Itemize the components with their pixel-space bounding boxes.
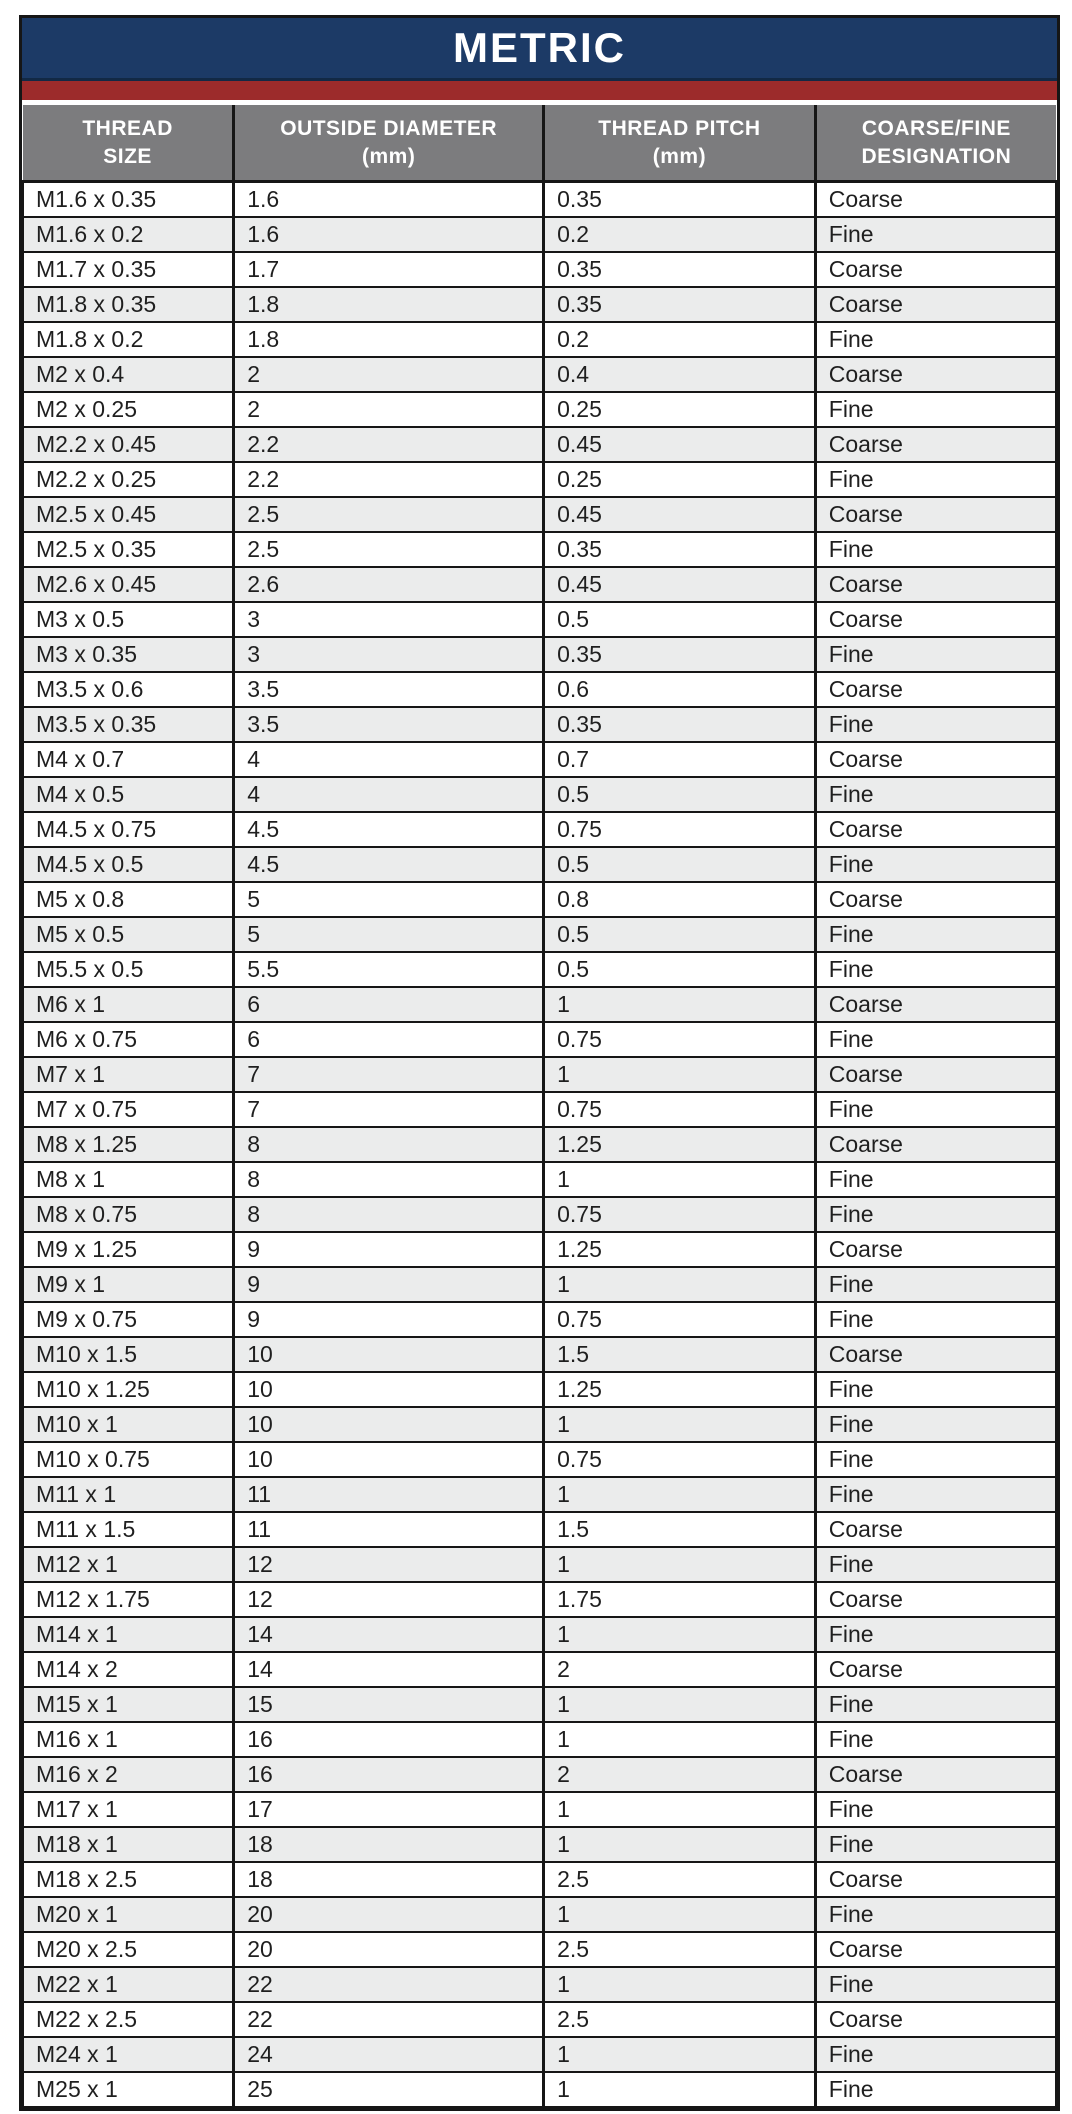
- cell-thread-pitch: 0.5: [544, 952, 816, 987]
- cell-designation: Fine: [815, 1477, 1056, 1512]
- cell-thread-pitch: 0.35: [544, 182, 816, 218]
- cell-thread-pitch: 1: [544, 1267, 816, 1302]
- cell-thread-size: M2 x 0.25: [23, 392, 234, 427]
- table-row: [23, 217, 1056, 252]
- table-row: [23, 252, 1056, 287]
- header-row: [23, 105, 1056, 182]
- cell-outside-diameter: 16: [234, 1757, 544, 1792]
- cell-thread-size: M6 x 0.75: [23, 1022, 234, 1057]
- table-row: [23, 917, 1056, 952]
- cell-thread-pitch: 1: [544, 1792, 816, 1827]
- cell-thread-size: M14 x 2: [23, 1652, 234, 1687]
- cell-designation: Coarse: [815, 987, 1056, 1022]
- cell-thread-pitch: 1: [544, 1897, 816, 1932]
- cell-designation: Fine: [815, 1442, 1056, 1477]
- table-row: [23, 1547, 1056, 1582]
- cell-outside-diameter: 5: [234, 882, 544, 917]
- cell-outside-diameter: 20: [234, 1897, 544, 1932]
- cell-thread-pitch: 2.5: [544, 1932, 816, 1967]
- cell-thread-pitch: 1.25: [544, 1372, 816, 1407]
- cell-designation: Coarse: [815, 567, 1056, 602]
- cell-thread-size: M8 x 1: [23, 1162, 234, 1197]
- cell-designation: Coarse: [815, 882, 1056, 917]
- cell-designation: Coarse: [815, 742, 1056, 777]
- cell-thread-size: M22 x 2.5: [23, 2002, 234, 2037]
- cell-outside-diameter: 4.5: [234, 812, 544, 847]
- cell-outside-diameter: 12: [234, 1547, 544, 1582]
- table-row: [23, 1582, 1056, 1617]
- cell-thread-pitch: 1.25: [544, 1232, 816, 1267]
- thread-size-table: [22, 105, 1057, 2108]
- cell-designation: Coarse: [815, 602, 1056, 637]
- cell-designation: Fine: [815, 1302, 1056, 1337]
- cell-thread-size: M4.5 x 0.5: [23, 847, 234, 882]
- cell-designation: Fine: [815, 1617, 1056, 1652]
- cell-designation: Fine: [815, 952, 1056, 987]
- page-title: METRIC: [453, 24, 626, 71]
- cell-thread-pitch: 1: [544, 1827, 816, 1862]
- cell-thread-pitch: 0.75: [544, 1442, 816, 1477]
- cell-designation: Fine: [815, 1162, 1056, 1197]
- cell-designation: Fine: [815, 707, 1056, 742]
- table-row: [23, 2072, 1056, 2107]
- cell-thread-pitch: 0.5: [544, 777, 816, 812]
- cell-thread-pitch: 0.8: [544, 882, 816, 917]
- cell-thread-size: M9 x 0.75: [23, 1302, 234, 1337]
- cell-designation: Fine: [815, 1792, 1056, 1827]
- cell-outside-diameter: 1.6: [234, 217, 544, 252]
- cell-outside-diameter: 2.5: [234, 497, 544, 532]
- cell-outside-diameter: 8: [234, 1127, 544, 1162]
- table-row: [23, 847, 1056, 882]
- cell-outside-diameter: 15: [234, 1687, 544, 1722]
- table-row: [23, 707, 1056, 742]
- cell-designation: Coarse: [815, 497, 1056, 532]
- cell-thread-pitch: 0.45: [544, 567, 816, 602]
- cell-thread-pitch: 0.4: [544, 357, 816, 392]
- table-row: [23, 1302, 1056, 1337]
- cell-thread-pitch: 1: [544, 1057, 816, 1092]
- col-header-outside-diameter: [234, 105, 544, 182]
- cell-designation: Coarse: [815, 1582, 1056, 1617]
- cell-thread-pitch: 0.5: [544, 917, 816, 952]
- table-row: [23, 1617, 1056, 1652]
- cell-thread-size: M20 x 2.5: [23, 1932, 234, 1967]
- cell-designation: Fine: [815, 1897, 1056, 1932]
- cell-thread-size: M10 x 1: [23, 1407, 234, 1442]
- cell-designation: Fine: [815, 217, 1056, 252]
- cell-thread-pitch: 1: [544, 1617, 816, 1652]
- cell-thread-size: M3 x 0.5: [23, 602, 234, 637]
- cell-thread-pitch: 0.25: [544, 392, 816, 427]
- table-row: [23, 567, 1056, 602]
- cell-thread-pitch: 1: [544, 1547, 816, 1582]
- cell-thread-size: M15 x 1: [23, 1687, 234, 1722]
- table-row: [23, 637, 1056, 672]
- cell-thread-size: M3 x 0.35: [23, 637, 234, 672]
- cell-designation: Fine: [815, 1967, 1056, 2002]
- cell-outside-diameter: 4: [234, 742, 544, 777]
- cell-thread-size: M22 x 1: [23, 1967, 234, 2002]
- table-row: [23, 1232, 1056, 1267]
- header-line: THREAD: [82, 116, 173, 140]
- table-row: [23, 1512, 1056, 1547]
- col-header-designation: [815, 105, 1056, 182]
- cell-outside-diameter: 6: [234, 987, 544, 1022]
- cell-thread-pitch: 0.35: [544, 252, 816, 287]
- table-row: [23, 1022, 1056, 1057]
- cell-outside-diameter: 10: [234, 1372, 544, 1407]
- cell-thread-pitch: 0.75: [544, 1092, 816, 1127]
- cell-designation: Fine: [815, 392, 1056, 427]
- table-frame: [19, 15, 1060, 2111]
- cell-thread-pitch: 0.75: [544, 812, 816, 847]
- cell-designation: Coarse: [815, 1862, 1056, 1897]
- table-body: [23, 182, 1056, 2108]
- cell-thread-pitch: 0.7: [544, 742, 816, 777]
- table-row: [23, 1792, 1056, 1827]
- cell-outside-diameter: 10: [234, 1337, 544, 1372]
- cell-designation: Coarse: [815, 1057, 1056, 1092]
- table-row: [23, 357, 1056, 392]
- cell-outside-diameter: 10: [234, 1407, 544, 1442]
- table-row: [23, 1407, 1056, 1442]
- table-row: [23, 1162, 1056, 1197]
- table-row: [23, 322, 1056, 357]
- cell-thread-pitch: 2.5: [544, 1862, 816, 1897]
- header-line: THREAD PITCH: [598, 116, 761, 140]
- table-row: [23, 952, 1056, 987]
- cell-outside-diameter: 2.5: [234, 532, 544, 567]
- cell-thread-pitch: 0.6: [544, 672, 816, 707]
- cell-thread-size: M1.6 x 0.35: [23, 182, 234, 218]
- cell-thread-size: M11 x 1: [23, 1477, 234, 1512]
- cell-outside-diameter: 3: [234, 602, 544, 637]
- table-row: [23, 1267, 1056, 1302]
- cell-thread-pitch: 1: [544, 1967, 816, 2002]
- cell-designation: Coarse: [815, 1337, 1056, 1372]
- cell-outside-diameter: 2.2: [234, 427, 544, 462]
- cell-designation: Coarse: [815, 2002, 1056, 2037]
- cell-outside-diameter: 11: [234, 1477, 544, 1512]
- cell-designation: Fine: [815, 917, 1056, 952]
- cell-designation: Coarse: [815, 672, 1056, 707]
- table-row: [23, 1477, 1056, 1512]
- col-header-thread-size: [23, 105, 234, 182]
- cell-designation: Coarse: [815, 1932, 1056, 1967]
- cell-outside-diameter: 1.8: [234, 287, 544, 322]
- cell-thread-size: M10 x 0.75: [23, 1442, 234, 1477]
- cell-outside-diameter: 12: [234, 1582, 544, 1617]
- cell-outside-diameter: 3.5: [234, 672, 544, 707]
- cell-thread-size: M1.8 x 0.35: [23, 287, 234, 322]
- cell-designation: Coarse: [815, 812, 1056, 847]
- cell-thread-size: M3.5 x 0.6: [23, 672, 234, 707]
- cell-thread-pitch: 1.75: [544, 1582, 816, 1617]
- cell-thread-pitch: 0.35: [544, 637, 816, 672]
- cell-outside-diameter: 2.6: [234, 567, 544, 602]
- cell-thread-pitch: 0.75: [544, 1197, 816, 1232]
- cell-designation: Coarse: [815, 182, 1056, 218]
- cell-thread-pitch: 1: [544, 1477, 816, 1512]
- cell-outside-diameter: 22: [234, 1967, 544, 2002]
- cell-outside-diameter: 9: [234, 1232, 544, 1267]
- table-row: [23, 1722, 1056, 1757]
- cell-thread-pitch: 0.35: [544, 707, 816, 742]
- cell-designation: Fine: [815, 462, 1056, 497]
- table-row: [23, 1092, 1056, 1127]
- cell-outside-diameter: 22: [234, 2002, 544, 2037]
- cell-thread-pitch: 0.25: [544, 462, 816, 497]
- table-row: [23, 1967, 1056, 2002]
- cell-thread-size: M24 x 1: [23, 2037, 234, 2072]
- header-line: SIZE: [103, 144, 152, 168]
- cell-thread-pitch: 1.5: [544, 1337, 816, 1372]
- cell-thread-size: M3.5 x 0.35: [23, 707, 234, 742]
- header-line: OUTSIDE DIAMETER: [280, 116, 498, 140]
- table-row: [23, 497, 1056, 532]
- cell-designation: Fine: [815, 1687, 1056, 1722]
- cell-thread-size: M2.5 x 0.45: [23, 497, 234, 532]
- cell-thread-size: M8 x 1.25: [23, 1127, 234, 1162]
- table-row: [23, 812, 1056, 847]
- cell-designation: Fine: [815, 1827, 1056, 1862]
- cell-thread-size: M4 x 0.5: [23, 777, 234, 812]
- table-row: [23, 462, 1056, 497]
- cell-thread-size: M2.6 x 0.45: [23, 567, 234, 602]
- cell-thread-pitch: 0.35: [544, 287, 816, 322]
- cell-thread-size: M9 x 1.25: [23, 1232, 234, 1267]
- table-row: [23, 1197, 1056, 1232]
- table-row: [23, 1372, 1056, 1407]
- table-row: [23, 1897, 1056, 1932]
- table-row: [23, 882, 1056, 917]
- table-row: [23, 427, 1056, 462]
- cell-thread-size: M2.5 x 0.35: [23, 532, 234, 567]
- cell-outside-diameter: 5: [234, 917, 544, 952]
- cell-designation: Fine: [815, 1197, 1056, 1232]
- table-row: [23, 777, 1056, 812]
- cell-designation: Coarse: [815, 1757, 1056, 1792]
- cell-thread-size: M5.5 x 0.5: [23, 952, 234, 987]
- table-row: [23, 2002, 1056, 2037]
- cell-outside-diameter: 8: [234, 1162, 544, 1197]
- cell-outside-diameter: 7: [234, 1092, 544, 1127]
- cell-outside-diameter: 10: [234, 1442, 544, 1477]
- cell-outside-diameter: 25: [234, 2072, 544, 2107]
- table-row: [23, 672, 1056, 707]
- table-row: [23, 182, 1056, 218]
- cell-thread-pitch: 0.2: [544, 217, 816, 252]
- cell-designation: Coarse: [815, 427, 1056, 462]
- cell-thread-size: M16 x 1: [23, 1722, 234, 1757]
- cell-thread-size: M2.2 x 0.45: [23, 427, 234, 462]
- cell-outside-diameter: 20: [234, 1932, 544, 1967]
- cell-thread-size: M4.5 x 0.75: [23, 812, 234, 847]
- table-row: [23, 1827, 1056, 1862]
- cell-designation: Coarse: [815, 252, 1056, 287]
- cell-outside-diameter: 2: [234, 357, 544, 392]
- cell-thread-size: M10 x 1.5: [23, 1337, 234, 1372]
- cell-designation: Fine: [815, 2037, 1056, 2072]
- cell-thread-size: M11 x 1.5: [23, 1512, 234, 1547]
- cell-outside-diameter: 3.5: [234, 707, 544, 742]
- cell-thread-pitch: 0.35: [544, 532, 816, 567]
- header-line: COARSE/FINE: [861, 116, 1011, 140]
- cell-thread-size: M16 x 2: [23, 1757, 234, 1792]
- cell-outside-diameter: 14: [234, 1652, 544, 1687]
- cell-outside-diameter: 1.6: [234, 182, 544, 218]
- cell-thread-size: M1.6 x 0.2: [23, 217, 234, 252]
- cell-thread-size: M12 x 1.75: [23, 1582, 234, 1617]
- table-row: [23, 1757, 1056, 1792]
- cell-thread-pitch: 2: [544, 1652, 816, 1687]
- cell-thread-pitch: 2: [544, 1757, 816, 1792]
- cell-designation: Fine: [815, 1267, 1056, 1302]
- cell-thread-pitch: 1: [544, 2037, 816, 2072]
- cell-thread-size: M18 x 2.5: [23, 1862, 234, 1897]
- cell-outside-diameter: 2.2: [234, 462, 544, 497]
- cell-designation: Fine: [815, 1092, 1056, 1127]
- cell-thread-size: M2.2 x 0.25: [23, 462, 234, 497]
- cell-outside-diameter: 24: [234, 2037, 544, 2072]
- cell-designation: Fine: [815, 1547, 1056, 1582]
- cell-thread-pitch: 1: [544, 1162, 816, 1197]
- cell-thread-size: M10 x 1.25: [23, 1372, 234, 1407]
- cell-thread-pitch: 0.5: [544, 602, 816, 637]
- cell-thread-size: M4 x 0.7: [23, 742, 234, 777]
- table-row: [23, 532, 1056, 567]
- cell-outside-diameter: 5.5: [234, 952, 544, 987]
- cell-outside-diameter: 4: [234, 777, 544, 812]
- cell-thread-size: M9 x 1: [23, 1267, 234, 1302]
- cell-outside-diameter: 1.7: [234, 252, 544, 287]
- cell-outside-diameter: 3: [234, 637, 544, 672]
- cell-thread-size: M25 x 1: [23, 2072, 234, 2107]
- table-header: [23, 105, 1056, 182]
- cell-designation: Coarse: [815, 1127, 1056, 1162]
- red-accent-stripe: [22, 81, 1057, 100]
- table-row: [23, 987, 1056, 1022]
- cell-designation: Coarse: [815, 357, 1056, 392]
- cell-outside-diameter: 2: [234, 392, 544, 427]
- cell-outside-diameter: 14: [234, 1617, 544, 1652]
- cell-outside-diameter: 18: [234, 1862, 544, 1897]
- cell-thread-size: M5 x 0.8: [23, 882, 234, 917]
- cell-thread-pitch: 1: [544, 2072, 816, 2107]
- cell-thread-pitch: 0.2: [544, 322, 816, 357]
- cell-thread-size: M1.8 x 0.2: [23, 322, 234, 357]
- cell-thread-size: M18 x 1: [23, 1827, 234, 1862]
- cell-designation: Coarse: [815, 1652, 1056, 1687]
- cell-thread-size: M5 x 0.5: [23, 917, 234, 952]
- cell-thread-size: M6 x 1: [23, 987, 234, 1022]
- cell-thread-pitch: 0.5: [544, 847, 816, 882]
- cell-thread-pitch: 2.5: [544, 2002, 816, 2037]
- cell-thread-pitch: 1.25: [544, 1127, 816, 1162]
- table-row: [23, 1652, 1056, 1687]
- cell-outside-diameter: 7: [234, 1057, 544, 1092]
- header-line: (mm): [361, 144, 416, 168]
- table-row: [23, 2037, 1056, 2072]
- table-row: [23, 1337, 1056, 1372]
- cell-designation: Fine: [815, 777, 1056, 812]
- cell-thread-pitch: 1: [544, 987, 816, 1022]
- cell-thread-pitch: 0.45: [544, 497, 816, 532]
- cell-outside-diameter: 1.8: [234, 322, 544, 357]
- cell-thread-size: M7 x 1: [23, 1057, 234, 1092]
- cell-designation: Fine: [815, 1372, 1056, 1407]
- cell-designation: Fine: [815, 847, 1056, 882]
- cell-thread-pitch: 1: [544, 1722, 816, 1757]
- table-row: [23, 392, 1056, 427]
- cell-designation: Fine: [815, 1722, 1056, 1757]
- table-row: [23, 1057, 1056, 1092]
- cell-thread-pitch: 0.75: [544, 1302, 816, 1337]
- cell-thread-size: M1.7 x 0.35: [23, 252, 234, 287]
- cell-thread-pitch: 1.5: [544, 1512, 816, 1547]
- cell-outside-diameter: 9: [234, 1267, 544, 1302]
- cell-designation: Fine: [815, 637, 1056, 672]
- table-row: [23, 1862, 1056, 1897]
- cell-thread-size: M7 x 0.75: [23, 1092, 234, 1127]
- cell-designation: Fine: [815, 322, 1056, 357]
- cell-outside-diameter: 8: [234, 1197, 544, 1232]
- cell-outside-diameter: 6: [234, 1022, 544, 1057]
- cell-thread-size: M8 x 0.75: [23, 1197, 234, 1232]
- table-row: [23, 287, 1056, 322]
- table-title-band: [22, 18, 1057, 81]
- cell-outside-diameter: 17: [234, 1792, 544, 1827]
- cell-designation: Coarse: [815, 287, 1056, 322]
- cell-designation: Coarse: [815, 1232, 1056, 1267]
- cell-outside-diameter: 4.5: [234, 847, 544, 882]
- table-row: [23, 602, 1056, 637]
- table-row: [23, 1932, 1056, 1967]
- cell-outside-diameter: 9: [234, 1302, 544, 1337]
- cell-outside-diameter: 16: [234, 1722, 544, 1757]
- cell-thread-size: M2 x 0.4: [23, 357, 234, 392]
- cell-thread-size: M17 x 1: [23, 1792, 234, 1827]
- cell-outside-diameter: 11: [234, 1512, 544, 1547]
- cell-thread-size: M20 x 1: [23, 1897, 234, 1932]
- cell-thread-pitch: 1: [544, 1687, 816, 1722]
- table-row: [23, 1687, 1056, 1722]
- cell-designation: Coarse: [815, 1512, 1056, 1547]
- cell-thread-pitch: 0.45: [544, 427, 816, 462]
- table-row: [23, 1127, 1056, 1162]
- cell-designation: Fine: [815, 532, 1056, 567]
- cell-designation: Fine: [815, 2072, 1056, 2107]
- header-line: DESIGNATION: [861, 144, 1012, 168]
- cell-thread-pitch: 0.75: [544, 1022, 816, 1057]
- cell-thread-size: M14 x 1: [23, 1617, 234, 1652]
- table-row: [23, 1442, 1056, 1477]
- cell-designation: Fine: [815, 1022, 1056, 1057]
- header-line: (mm): [652, 144, 707, 168]
- col-header-thread-pitch: [544, 105, 816, 182]
- cell-designation: Fine: [815, 1407, 1056, 1442]
- table-row: [23, 742, 1056, 777]
- cell-thread-size: M12 x 1: [23, 1547, 234, 1582]
- cell-outside-diameter: 18: [234, 1827, 544, 1862]
- cell-thread-pitch: 1: [544, 1407, 816, 1442]
